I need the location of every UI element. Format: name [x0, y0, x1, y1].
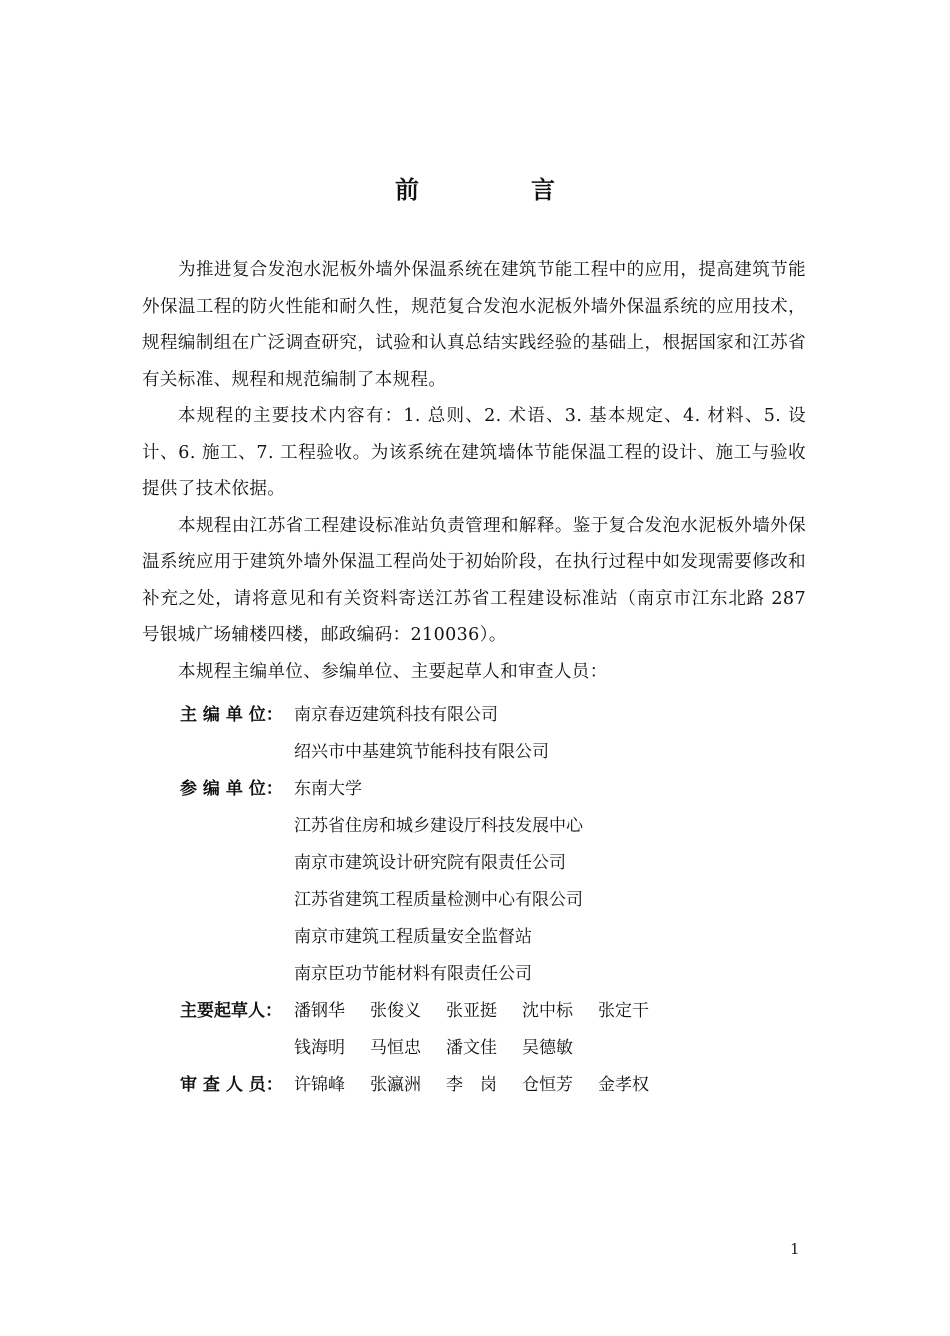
unit-name: 江苏省建筑工程质量检测中心有限公司 — [294, 890, 583, 910]
paragraph: 本规程由江苏省工程建设标准站负责管理和解释。鉴于复合发泡水泥板外墙外保温系统应用于建筑外墙外保温工程尚处于初始阶段，在执行过程中如发现需要修改和补充之处，请将意见和有关资料寄送江苏省工程建设标准站（南京市江东北路 287 号银城广场辅楼四楼，邮政编码：210036）。 — [142, 515, 806, 645]
unit-name: 绍兴市中基建筑节能科技有限公司 — [294, 742, 549, 762]
paragraph: 为推进复合发泡水泥板外墙外保温系统在建筑节能工程中的应用，提高建筑节能外保温工程的防火性能和耐久性，规范复合发泡水泥板外墙外保温系统的应用技术，规程编制组在广泛调查研究，试验和认真总结实践经验的基础上，根据国家和江苏省有关标准、规程和规范编制了本规程。 — [142, 260, 806, 390]
paragraph: 本规程的主要技术内容有：1. 总则、2. 术语、3. 基本规定、4. 材料、5. 设计、6. 施工、7. 工程验收。为该系统在建筑墙体节能保温工程的设计、施工与验收提供了技术依据。 — [142, 406, 806, 499]
person-name: 潘文佳 — [446, 1038, 497, 1058]
unit-name: 南京市建筑设计研究院有限责任公司 — [294, 853, 566, 873]
page-number: 1 — [790, 1240, 800, 1258]
unit-name: 东南大学 — [294, 779, 362, 799]
drafters-list — [294, 993, 800, 1067]
credits-section — [180, 697, 800, 1104]
names-row — [294, 993, 800, 1030]
page-title: 前 言 — [395, 176, 599, 204]
reviewers-label: 审 查 人 员： — [180, 1075, 283, 1095]
person-name: 仓恒芳 — [522, 1075, 573, 1095]
person-name: 许锦峰 — [294, 1075, 345, 1095]
drafters-group — [180, 993, 800, 1067]
names-row — [294, 1067, 800, 1104]
chief-units-group — [180, 697, 800, 771]
unit-name: 南京春迈建筑科技有限公司 — [294, 705, 498, 725]
unit-name: 南京臣功节能材料有限责任公司 — [294, 964, 532, 984]
chief-units-label: 主 编 单 位： — [180, 705, 283, 725]
person-name: 沈中标 — [522, 1001, 573, 1021]
drafters-label: 主要起草人： — [180, 1001, 282, 1021]
chief-units-list — [294, 697, 800, 771]
reviewers-list — [294, 1067, 800, 1104]
person-name: 潘钢华 — [294, 1001, 345, 1021]
person-name: 马恒忠 — [370, 1038, 421, 1058]
person-name: 张俊义 — [370, 1001, 421, 1021]
person-name: 张定干 — [598, 1001, 649, 1021]
person-name: 吴德敏 — [522, 1038, 573, 1058]
preface-body — [142, 252, 806, 690]
paragraph: 本规程主编单位、参编单位、主要起草人和审查人员： — [178, 661, 608, 682]
person-name: 张亚挺 — [446, 1001, 497, 1021]
participating-units-list — [294, 771, 800, 993]
person-name: 张瀛洲 — [370, 1075, 421, 1095]
person-name: 金孝权 — [598, 1075, 649, 1095]
names-row — [294, 1030, 800, 1067]
unit-name: 南京市建筑工程质量安全监督站 — [294, 927, 532, 947]
person-name: 钱海明 — [294, 1038, 345, 1058]
person-name: 李 岗 — [446, 1075, 497, 1095]
unit-name: 江苏省住房和城乡建设厅科技发展中心 — [294, 816, 583, 836]
participating-units-label: 参 编 单 位： — [180, 779, 283, 799]
reviewers-group — [180, 1067, 800, 1104]
participating-units-group — [180, 771, 800, 993]
